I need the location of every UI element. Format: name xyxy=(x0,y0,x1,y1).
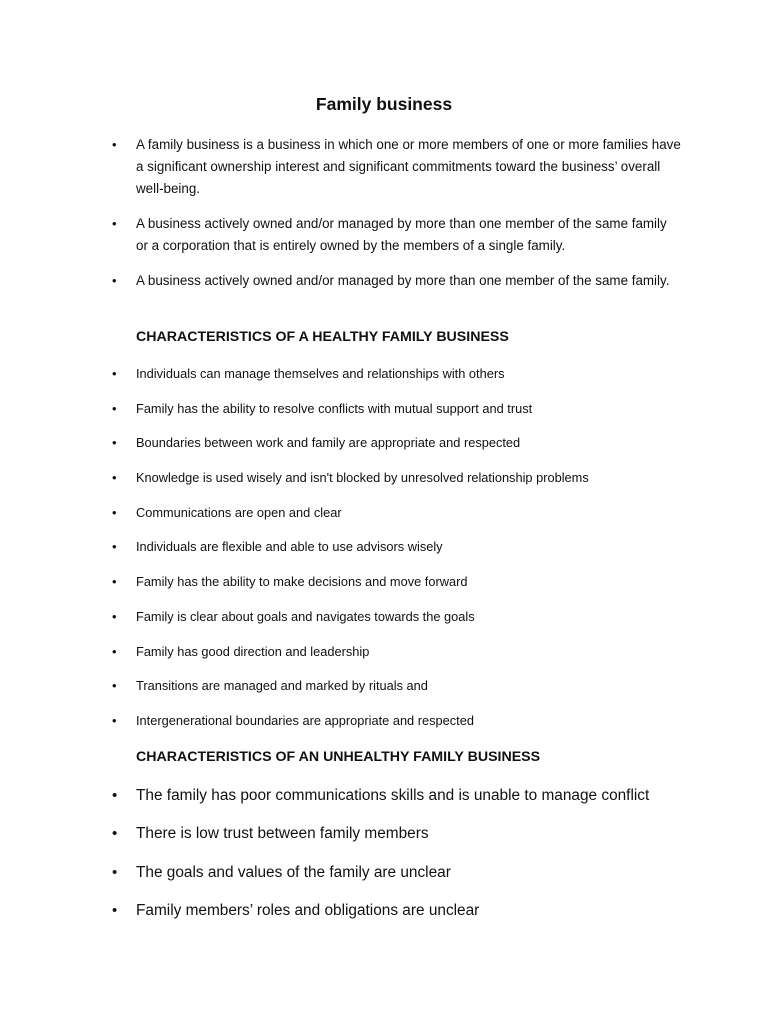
bullet-icon: • xyxy=(112,787,118,804)
list-item-text: There is low trust between family members xyxy=(136,825,429,843)
list-item-text: Family has the ability to resolve conflicts with mutual support and trust xyxy=(136,400,533,416)
bullet-icon: • xyxy=(112,574,117,590)
list-item xyxy=(112,571,682,606)
list-item xyxy=(112,606,682,641)
list-item-text: Boundaries between work and family are appropriate and respected xyxy=(136,435,521,451)
list-item xyxy=(112,398,682,433)
list-item xyxy=(112,502,682,537)
list-item xyxy=(112,822,712,860)
bullet-icon: • xyxy=(112,273,117,288)
list-item xyxy=(112,467,682,502)
bullet-icon: • xyxy=(112,678,117,694)
bullet-icon: • xyxy=(112,901,118,919)
list-item-text: The family has poor communications skills and is unable to manage conflict xyxy=(136,787,650,804)
list-item xyxy=(112,134,682,200)
list-item xyxy=(112,363,682,398)
list-item xyxy=(112,536,682,571)
list-item-text: Communications are open and clear xyxy=(136,504,342,520)
list-item-text: Individuals can manage themselves and relationships with others xyxy=(136,366,505,381)
bullet-icon: • xyxy=(112,539,117,555)
bullet-icon: • xyxy=(112,470,117,486)
list-item-text: Family has the ability to make decisions and move forward xyxy=(136,574,468,590)
list-item xyxy=(112,213,682,257)
list-item xyxy=(112,270,682,292)
bullet-icon: • xyxy=(112,435,117,451)
list-item-text: Family is clear about goals and navigates towards the goals xyxy=(136,608,475,624)
bullet-icon: • xyxy=(112,712,117,728)
list-item xyxy=(112,784,712,822)
list-item xyxy=(112,899,712,937)
list-item-text: A business actively owned and/or managed by more than one member of the same family or a corporation that is entirely owned by the members of a single family. xyxy=(136,216,667,253)
list-item-text: Individuals are flexible and able to use advisors wisely xyxy=(136,539,443,555)
list-item xyxy=(112,432,682,467)
bullet-icon: • xyxy=(112,608,117,624)
list-item-text: Family has good direction and leadership xyxy=(136,643,370,659)
list-item-text: Transitions are managed and marked by rituals and xyxy=(136,678,428,694)
bullet-icon: • xyxy=(112,825,118,843)
bullet-icon: • xyxy=(112,216,117,231)
list-item-text: Knowledge is used wisely and isn't blocked by unresolved relationship problems xyxy=(136,470,589,486)
bullet-icon: • xyxy=(112,400,117,416)
document-title: Family business xyxy=(315,94,453,114)
list-item xyxy=(112,861,712,899)
bullet-icon: • xyxy=(112,504,117,520)
list-item xyxy=(112,710,682,745)
bullet-icon: • xyxy=(112,643,117,659)
list-item-text: A family business is a business in which one or more members of one or more families have a significant ownership interest and significant commitments toward the business’ overall well-being. xyxy=(136,137,681,196)
list-item-text: Family members’ roles and obligations are unclear xyxy=(136,901,480,919)
unhealthy-section-heading: CHARACTERISTICS OF AN UNHEALTHY FAMILY BUSINESS xyxy=(136,749,541,765)
healthy-section-heading: CHARACTERISTICS OF A HEALTHY FAMILY BUSINESS xyxy=(136,329,509,345)
healthy-characteristics-list xyxy=(112,363,682,745)
list-item-text: The goals and values of the family are unclear xyxy=(136,863,451,881)
bullet-icon: • xyxy=(112,366,117,381)
list-item-text: A business actively owned and/or managed by more than one member of the same family. xyxy=(136,273,670,288)
list-item xyxy=(112,675,682,710)
intro-bullet-list xyxy=(112,134,682,305)
list-item-text: Intergenerational boundaries are appropriate and respected xyxy=(136,712,474,728)
bullet-icon: • xyxy=(112,137,117,152)
list-item xyxy=(112,641,682,676)
unhealthy-characteristics-list xyxy=(112,784,712,937)
bullet-icon: • xyxy=(112,863,118,881)
